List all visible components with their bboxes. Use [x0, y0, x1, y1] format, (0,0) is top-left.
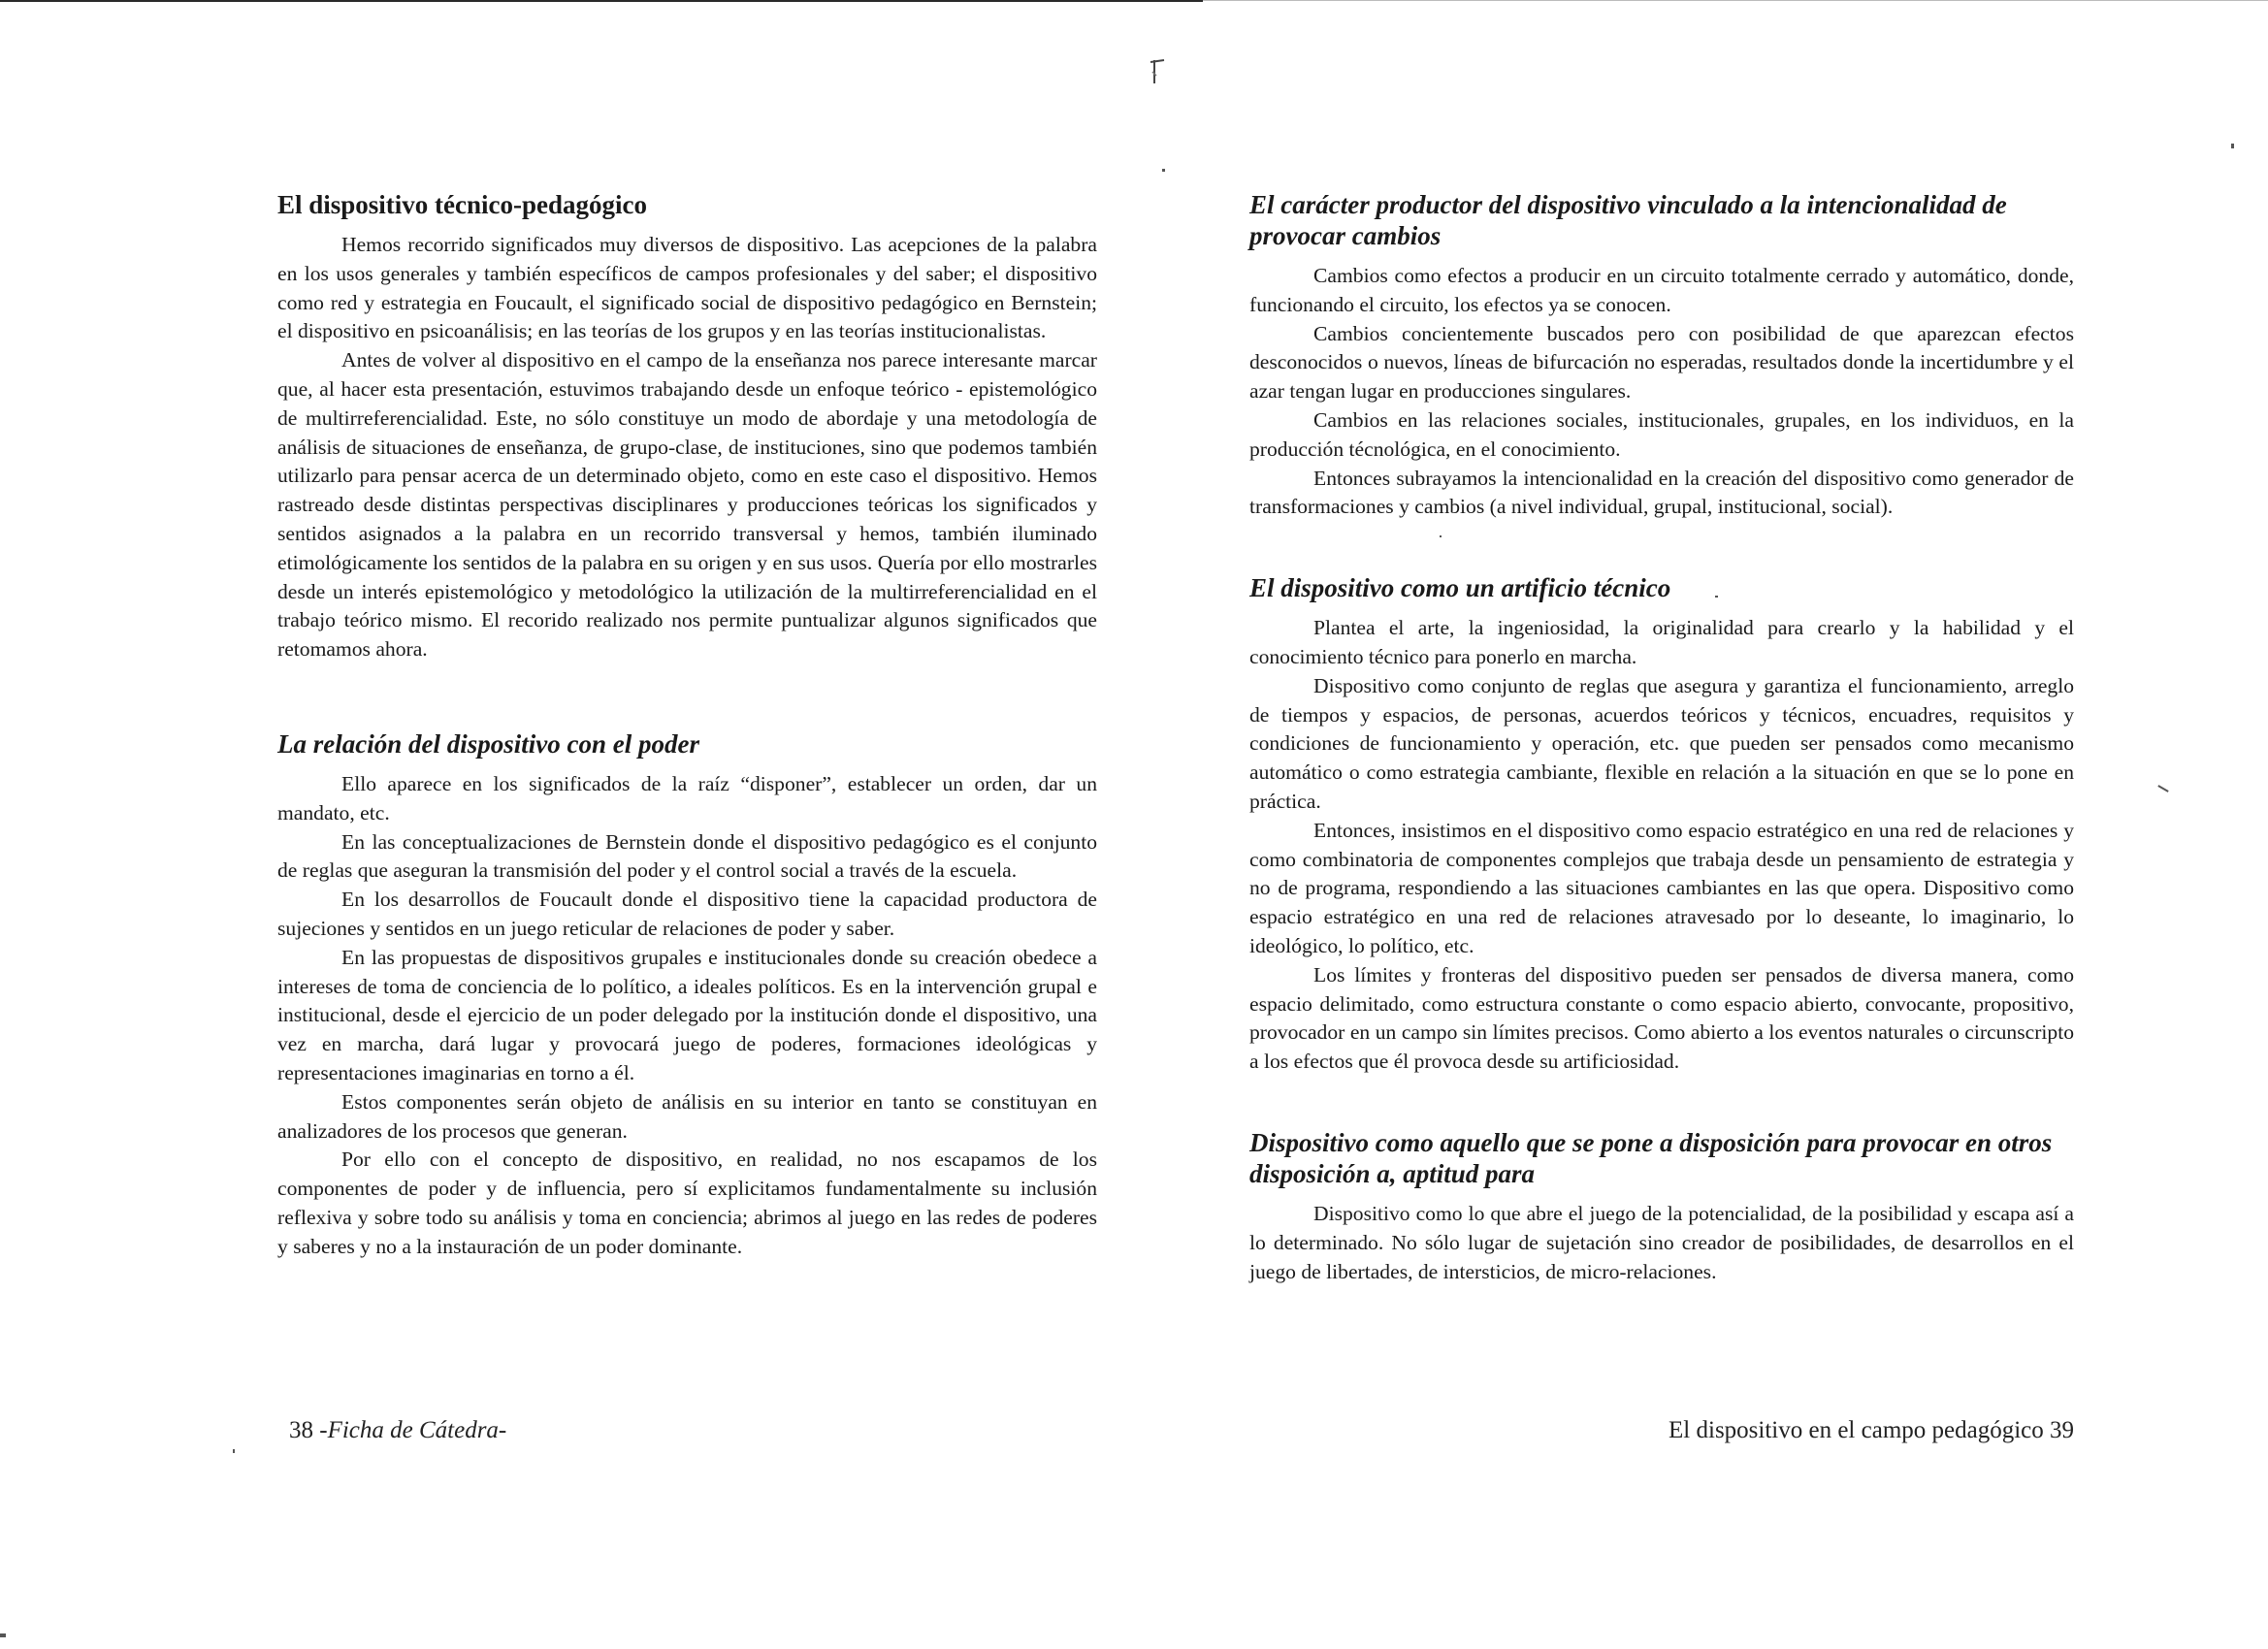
right-section-1 — [1249, 189, 2074, 522]
paragraph: Cambios como efectos a producir en un circuito totalmente cerrado y automático, donde, funcionando el circuito, los efectos ya se conocen. — [1249, 264, 2074, 316]
paragraph: Cambios en las relaciones sociales, institucionales, grupales, en los individuos, en la producción técnológica, en el conocimiento. — [1249, 407, 2074, 461]
scan-top-edge-faint — [1203, 0, 2268, 1]
paragraph: Entonces subrayamos la intencionalidad en la creación del dispositivo como generador de transformaciones y cambios (a nivel individual, grupal, institucional, social). — [1249, 466, 2074, 519]
section-heading: La relación del dispositivo con el poder — [277, 728, 699, 759]
paragraph: Hemos recorrido significados muy diversos de dispositivo. Las acepciones de la palabra en los usos generales y también específicos de campos profesionales y del saber; el dispositivo como red y estrategia en Foucault, el significado social de dispositivo pedagógico en Bernstein; el dispositivo en psicoanálisis; en las teorías de los grupos y en las teorías institucionalistas. — [277, 233, 1097, 343]
left-page-column — [277, 189, 1097, 1262]
paragraph: En las conceptualizaciones de Bernstein donde el dispositivo pedagógico es el conjunto de reglas que aseguran la transmisión del poder y el control social a través de la escuela. — [277, 829, 1097, 883]
page-number: 39 — [2050, 1417, 2074, 1443]
page-number: 38 — [289, 1417, 313, 1443]
paragraph: Entonces, insistimos en el dispositivo como espacio estratégico en una red de relaciones y como combinatoria de componentes complejos que trabaja desde un pensamiento de estrategia y no de programa, respondiendo a las situaciones cambiantes en las que opera. Dispositivo como espacio estratégico en una red de relaciones atravesado por lo deseante, lo imaginario, lo ideológico, lo político, etc. — [1249, 818, 2074, 957]
left-page-footer — [289, 1416, 506, 1445]
paragraph: Plantea el arte, la ingeniosidad, la originalidad para crearlo y la habilidad y el conocimiento técnico para ponerlo en marcha. — [1249, 616, 2074, 668]
section-heading: El dispositivo como un artificio técnico — [1249, 573, 1671, 603]
paragraph: Los límites y fronteras del dispositivo pueden ser pensados de diversa manera, como espacio delimitado, como estructura constante o como espacio abierto, convocante, propositivo, provocador en un campo sin límites precisos. Como abierto a los eventos naturales o circunscripto a los efectos que él provoca desde su artificiosidad. — [1249, 962, 2074, 1074]
section-heading: El dispositivo técnico-pedagógico — [277, 190, 648, 219]
scan-top-edge — [0, 0, 1203, 2]
paragraph: En los desarrollos de Foucault donde el dispositivo tiene la capacidad productora de sujeciones y sentidos en un juego reticular de relaciones de poder y saber. — [277, 888, 1097, 940]
scan-speck — [233, 1449, 235, 1453]
section-heading: Dispositivo como aquello que se pone a disposición para provocar en otros disposición a, aptitud para — [1249, 1127, 2053, 1188]
section-heading: El carácter productor del dispositivo vinculado a la intencionalidad de provocar cambios — [1249, 190, 2007, 250]
right-page-column — [1249, 189, 2074, 1286]
section-spacer — [277, 664, 1097, 728]
paragraph: Dispositivo como lo que abre el juego de la potencialidad, de la posibilidad y escapa así a lo determinado. No sólo lugar de sujetación sino creador de posibilidades, de desarrollos en el juego de libertades, de intersticios, de micro-relaciones. — [1249, 1201, 2074, 1283]
scan-speck — [1162, 169, 1165, 172]
paragraph: Ello aparece en los significados de la raíz “disponer”, establecer un orden, dar un mandato, etc. — [277, 771, 1097, 824]
paragraph: Cambios concientemente buscados pero con posibilidad de que aparezcan efectos desconocidos o nuevos, líneas de bifurcación no esperadas, resultados donde la incertidumbre y el azar tengan lugar en producciones singulares. — [1249, 321, 2074, 404]
section-spacer — [1249, 1077, 2074, 1127]
scan-artifact-mark — [1147, 54, 1168, 101]
paragraph: Dispositivo como conjunto de reglas que asegura y garantiza el funcionamiento, arreglo de tiempos y espacios, de personas, acuerdos teóricos y técnicos, encuadres, requisitos y condiciones de funcionamiento y operación, etc. que pueden ser pensados como mecanismo automático o como estrategia cambiante, flexible en relación a la situación en que se lo pone en práctica. — [1249, 673, 2074, 813]
right-section-3 — [1249, 1127, 2074, 1286]
left-section-2 — [277, 728, 1097, 1262]
running-title: -Ficha de Cátedra- — [319, 1417, 507, 1443]
scan-speck — [2231, 144, 2234, 148]
right-page-footer — [1669, 1416, 2074, 1445]
left-section-1 — [277, 189, 1097, 664]
paragraph: En las propuestas de dispositivos grupales e institucionales donde su creación obedece a intereses de toma de conciencia de lo político, a ideales políticos. Es en la intervención grupal e institucional, desde el ejercicio de un poder delegado por la institución donde el dispositivo, una vez en marcha, dará lugar y provocará juego de poderes, formaciones ideológicas y representaciones imaginarias en torno a él. — [277, 945, 1097, 1084]
paragraph: Estos componentes serán objeto de análisis en su interior en tanto se constituyan en analizadores de los procesos que generan. — [277, 1089, 1097, 1143]
paragraph: Por ello con el concepto de dispositivo, en realidad, no nos escapamos de los componentes de poder y de influencia, pero sí explicitamos fundamentalmente su inclusión reflexiva y sobre todo su análisis y toma en conciencia; abrimos al juego en las redes de poderes y saberes y no a la instauración de un poder dominante. — [277, 1148, 1097, 1258]
scan-speck — [0, 1633, 6, 1637]
paragraph: Antes de volver al dispositivo en el campo de la enseñanza nos parece interesante marcar que, al hacer esta presentación, estuvimos trabajando desde un enfoque teórico - epistemológico de multirreferencialidad. Este, no sólo constituye un modo de abordaje y una metodología de análisis de situaciones de enseñanza, de grupo-clase, de instituciones, sino que podemos también utilizarlo para pensar acerca de un determinado objeto, como en este caso el dispositivo. Hemos rastreado desde distintas perspectivas disciplinares y producciones teóricas los significados y sentidos asignados a la palabra en un recorrido transversal y hemos, también iluminado etimológicamente los sentidos de la palabra en su origen y en sus usos. Quería por ello mostrarles desde un interés epistemológico y metodológico la utilización de la multirreferencialidad en el trabajo teórico mismo. El recorido realizado nos permite puntualizar algunos significados que retomamos ahora. — [277, 348, 1097, 662]
right-section-2 — [1249, 572, 2074, 1077]
section-spacer — [1249, 522, 2074, 572]
scan-speck — [2157, 785, 2168, 792]
running-title: El dispositivo en el campo pedagógico — [1669, 1417, 2044, 1443]
